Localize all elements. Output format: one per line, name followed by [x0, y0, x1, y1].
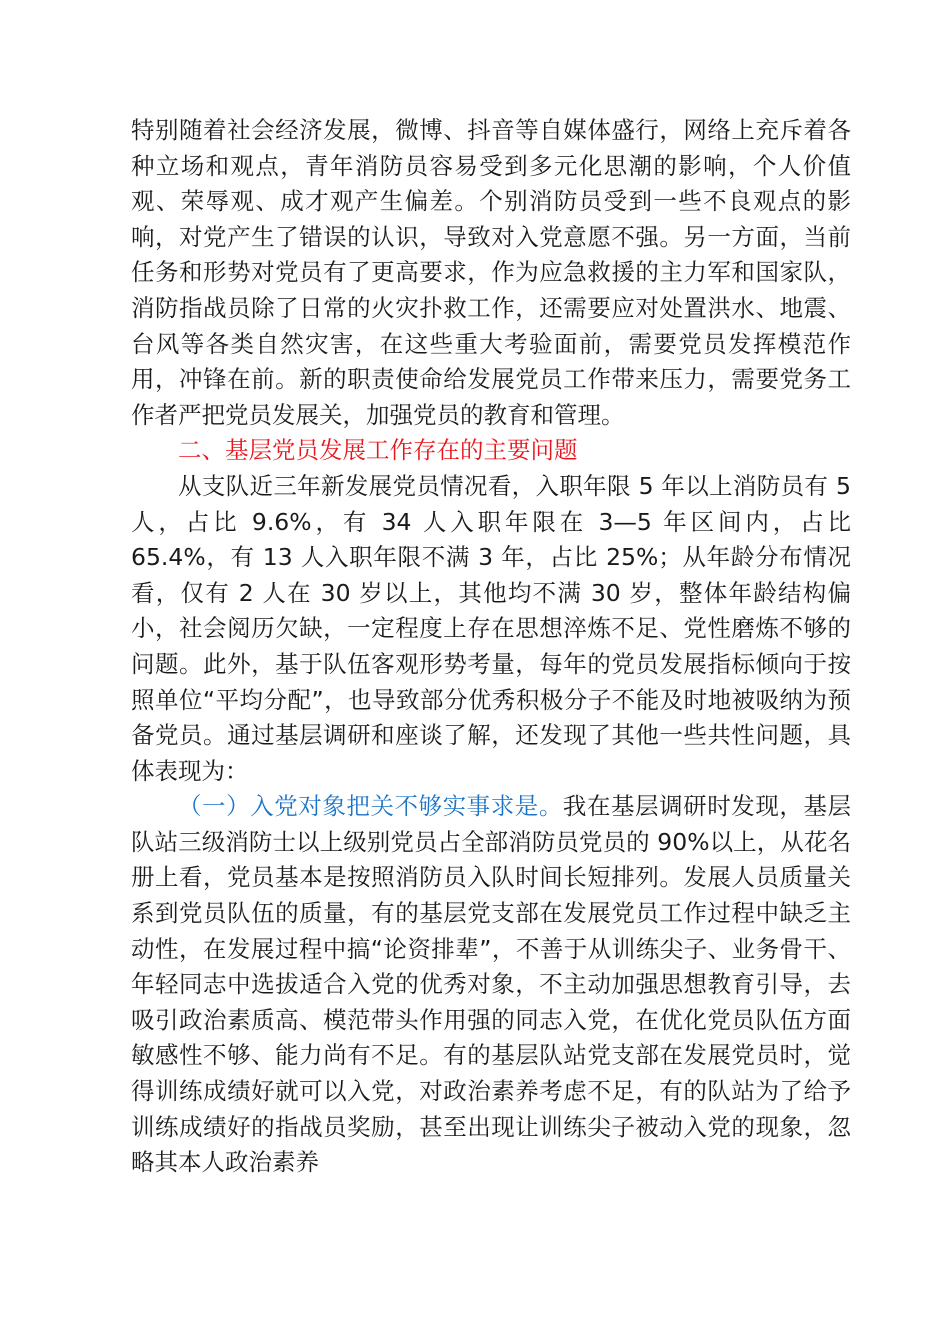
body-paragraph-2: 从支队近三年新发展党员情况看，入职年限 5 年以上消防员有 5 人，占比 9.6%，有 34 人入职年限在 3—5 年区间内，占比 65.4%，有 13 人入职年限不满 3 年，占比 25%；从年龄分布情况看，仅有 2 人在 30 岁以上，其他均不满 30 岁，整体年龄结构偏小，社会阅历欠缺，一定程度上存在思想淬炼不足、党性磨炼不够的问题。此外，基于队伍客观形势考量，每年的党员发展指标倾向于按照单位“平均分配”，也导致部分优秀积极分子不能及时地被吸纳为预备党员。通过基层调研和座谈了解，还发现了其他一些共性问题，具体表现为：: [131, 471, 851, 785]
body-paragraph-3: [131, 789, 851, 1181]
document-page: [131, 113, 851, 1181]
body-paragraph-1: 特别随着社会经济发展，微博、抖音等自媒体盛行，网络上充斥着各种立场和观点，青年消防员容易受到多元化思潮的影响，个人价值观、荣辱观、成才观产生偏差。个别消防员受到一些不良观点的影响，对党产生了错误的认识，导致对入党意愿不强。另一方面，当前任务和形势对党员有了更高要求，作为应急救援的主力军和国家队，消防指战员除了日常的火灾扑救工作，还需要应对处置洪水、地震、台风等各类自然灾害，在这些重大考验面前，需要党员发挥模范作用，冲锋在前。新的职责使命给发展党员工作带来压力，需要党务工作者严把党员发展关，加强党员的教育和管理。: [131, 116, 851, 429]
subheading: （一）入党对象把关不够实事求是。: [178, 792, 563, 821]
body-paragraph-3-text: 我在基层调研时发现，基层队站三级消防士以上级别党员占全部消防员党员的 90%以上，从花名册上看，党员基本是按照消防员入队时间长短排列。发展人员质量关系到党员队伍的质量，有的基层党支部在发展党员工作过程中缺乏主动性，在发展过程中搞“论资排辈”，不善于从训练尖子、业务骨干、年轻同志中选拔适合入党的优秀对象，不主动加强思想教育引导，去吸引政治素质高、模范带头作用强的同志入党，在优化党员队伍方面敏感性不够、能力尚有不足。有的基层队站党支部在发展党员时，觉得训练成绩好就可以入党，对政治素养考虑不足，有的队站为了给予训练成绩好的指战员奖励，甚至出现让训练尖子被动入党的现象，忽略其本人政治素养: [131, 792, 852, 1177]
section-heading: 二、基层党员发展工作存在的主要问题: [178, 436, 578, 465]
